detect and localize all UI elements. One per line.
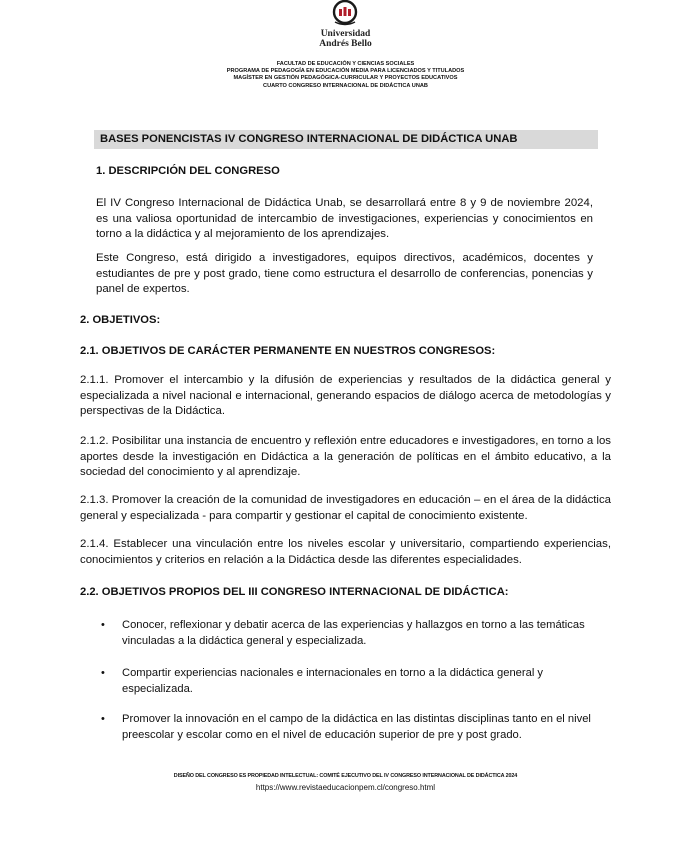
paragraph-description-2: Este Congreso, está dirigido a investigadores, equipos directivos, académicos, docentes y estudiantes de pre y post grado, tiene como estructura el desarrollo de conferencias, ponencias y panel de expertos. <box>96 252 593 295</box>
institution-header <box>0 61 691 90</box>
section-heading-objectives: 2. OBJETIVOS: <box>80 314 161 326</box>
university-seal-icon <box>332 0 358 26</box>
objective-2-1-1: 2.1.1. Promover el intercambio y la difusión de experiencias y resultados de la didáctica general y especializada a nivel nacional e internacional, generando espacios de diálogo acerca de metodologías y perspectivas de la Didáctica. <box>80 374 611 417</box>
university-name-line2: Andrés Bello <box>319 39 372 49</box>
title-banner <box>94 130 598 149</box>
faculty-line: FACULTAD DE EDUCACIÓN Y CIENCIAS SOCIALES <box>276 61 415 67</box>
bullet-icon: • <box>101 667 105 679</box>
university-name-line1: Universidad <box>320 29 371 39</box>
own-objective-1: Conocer, reflexionar y debatir acerca de las experiencias y hallazgos en torno a las temáticas vinculadas a la didáctica general y especializada. <box>122 619 585 647</box>
subsection-heading-own: 2.2. OBJETIVOS PROPIOS DEL III CONGRESO INTERNACIONAL DE DIDÁCTICA: <box>80 586 509 598</box>
subsection-heading-permanent: 2.1. OBJETIVOS DE CARÁCTER PERMANENTE EN NUESTROS CONGRESOS: <box>80 345 496 357</box>
own-objective-3: Promover la innovación en el campo de la didáctica en las distintas disciplinas tanto en el nivel preescolar y escolar como en el nivel de educación superior de pre y post grado. <box>122 713 591 741</box>
section-heading-description: 1. DESCRIPCIÓN DEL CONGRESO <box>96 165 280 177</box>
bullet-icon: • <box>101 619 105 631</box>
magister-line: MAGÍSTER EN GESTIÓN PEDAGÓGICA-CURRICULAR Y PROYECTOS EDUCATIVOS <box>233 75 458 82</box>
footer-url[interactable]: https://www.revistaeducacionpem.cl/congreso.html <box>255 783 436 792</box>
bullet-icon: • <box>101 713 105 725</box>
objective-2-1-4: 2.1.4. Establecer una vinculación entre los niveles escolar y universitario, compartiendo experiencias, conocimientos y criterios en relación a la Didáctica desde las diferentes especialidades. <box>80 538 611 566</box>
congress-line: CUARTO CONGRESO INTERNACIONAL DE DIDÁCTICA UNAB <box>263 82 428 89</box>
university-name <box>0 29 691 49</box>
document-title: BASES PONENCISTAS IV CONGRESO INTERNACIONAL DE DIDÁCTICA UNAB <box>100 133 518 145</box>
own-objective-2: Compartir experiencias nacionales e internacionales en torno a la didáctica general y especializada. <box>122 667 544 695</box>
objective-2-1-2: 2.1.2. Posibilitar una instancia de encuentro y reflexión entre educadores e investigadores, en torno a los aportes desde la investigación en Didáctica a la generación de políticas en el ámbito educativo, a la sociedad del conocimiento y al aprendizaje. <box>80 435 611 478</box>
footer-copyright: DISEÑO DEL CONGRESO ES PROPIEDAD INTELECTUAL: COMITÉ EJECUTIVO DEL IV CONGRESO INTERNACIONAL DE DIDÁCTICA 2024 <box>173 773 518 779</box>
paragraph-description-1: El IV Congreso Internacional de Didáctica Unab, se desarrollará entre 8 y 9 de noviembre 2024, es una valiosa oportunidad de intercambio de investigaciones, experiencias y conocimientos en torno a la didáctica y al mejoramiento de los aprendizajes. <box>96 197 593 240</box>
program-line: PROGRAMA DE PEDAGOGÍA EN EDUCACIÓN MEDIA PARA LICENCIADOS Y TITULADOS <box>226 68 465 75</box>
objective-2-1-3: 2.1.3. Promover la creación de la comunidad de investigadores en educación – en el área de la didáctica general y especializada - para compartir y gestionar el capital de conocimiento existente. <box>80 494 611 522</box>
